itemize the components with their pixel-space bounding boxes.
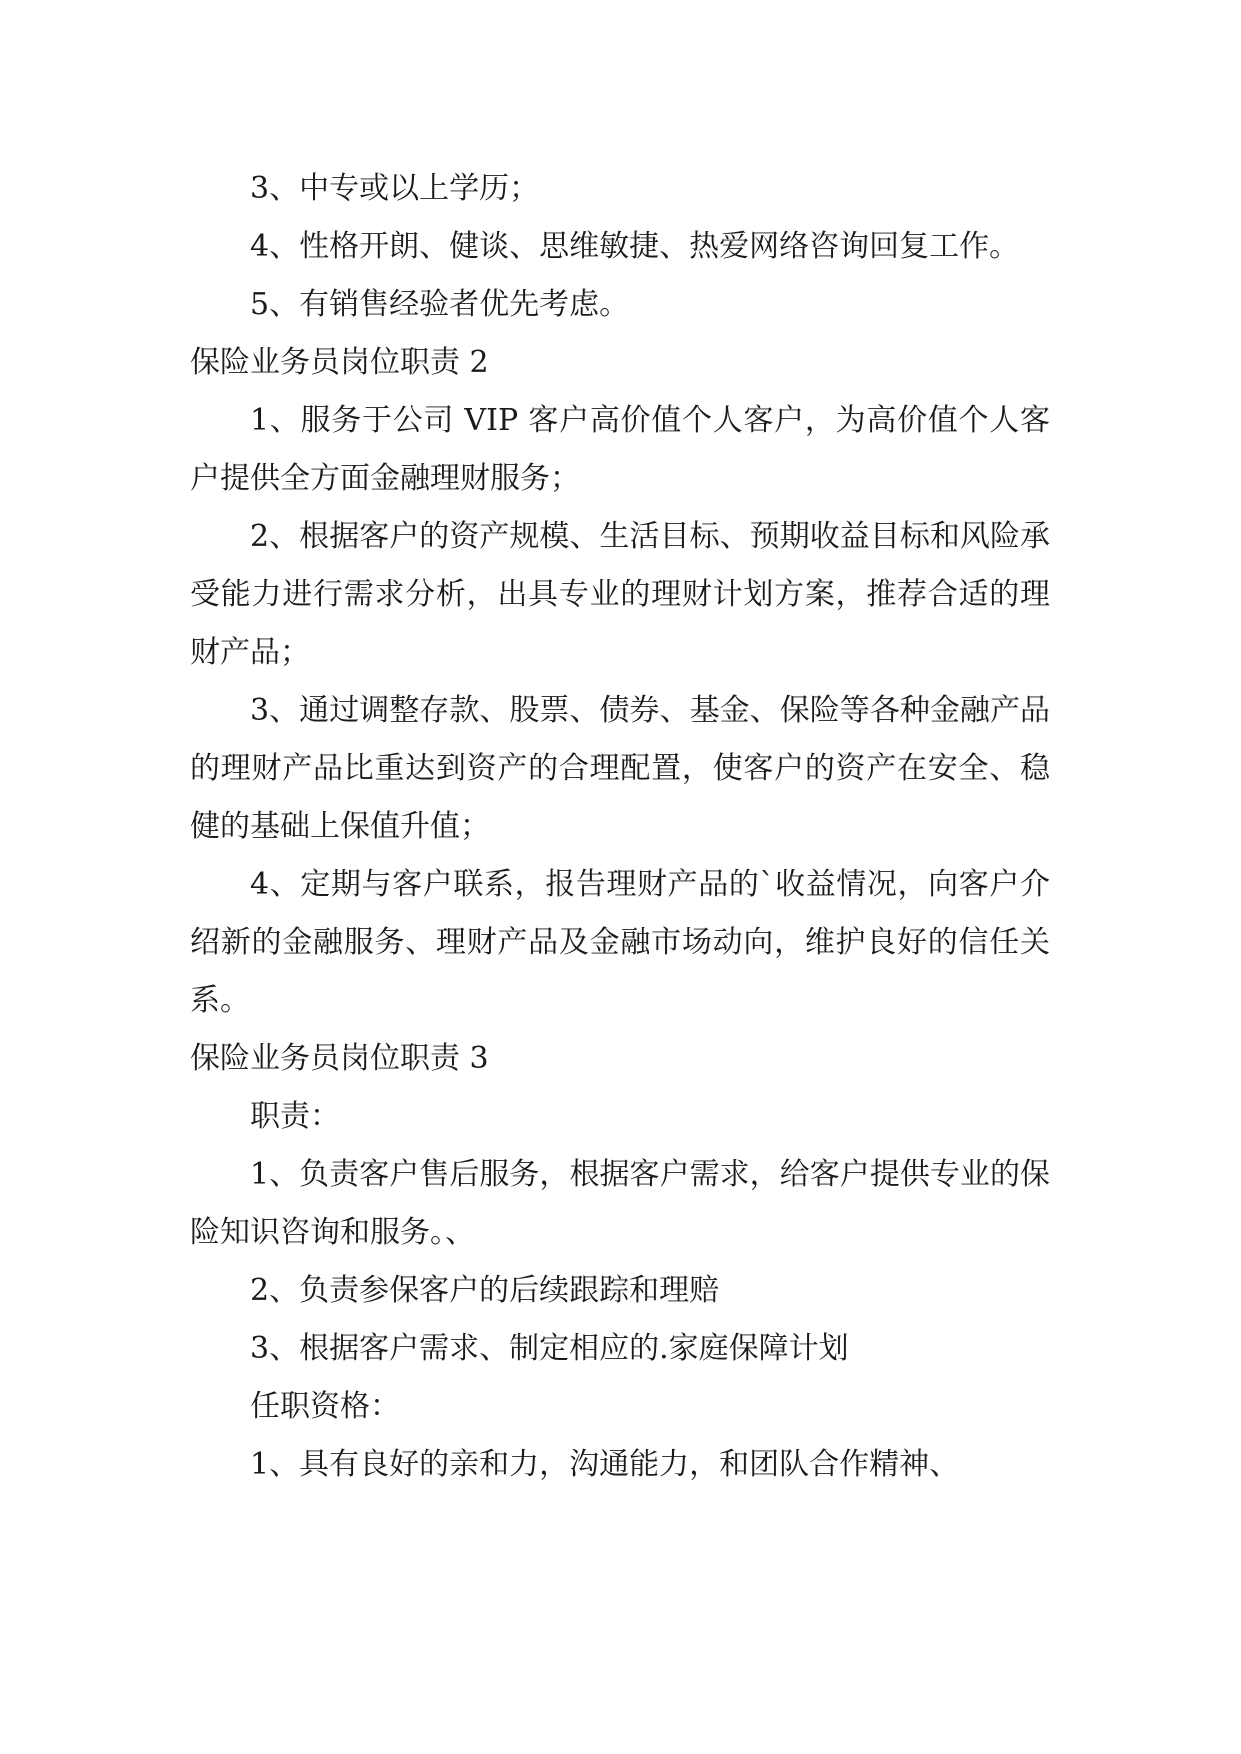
duty-item-1: 1、负责客户售后服务，根据客户需求，给客户提供专业的保险知识咨询和服务。、 (190, 1157, 1050, 1250)
intro-item-4: 4、性格开朗、健谈、思维敏捷、热爱网络咨询回复工作。 (250, 229, 1020, 264)
duty-item-2: 2、负责参保客户的后续跟踪和理赔 (250, 1273, 720, 1308)
duty-item-3: 3、根据客户需求、制定相应的.家庭保障计划 (250, 1331, 849, 1366)
section-2-item-1: 1、服务于公司 VIP 客户高价值个人客户，为高价值个人客户提供全方面金融理财服务； (190, 403, 1050, 496)
document-body (190, 160, 1050, 1494)
section-2-item-3: 3、通过调整存款、股票、债券、基金、保险等各种金融产品的理财产品比重达到资产的合理配置，使客户的资产在安全、稳健的基础上保值升值； (190, 693, 1050, 844)
section-2-item-2: 2、根据客户的资产规模、生活目标、预期收益目标和风险承受能力进行需求分析，出具专业的理财计划方案，推荐合适的理财产品； (190, 519, 1050, 670)
qualification-item-1: 1、具有良好的亲和力，沟通能力，和团队合作精神、 (250, 1447, 960, 1482)
intro-item-5: 5、有销售经验者优先考虑。 (250, 287, 630, 322)
section-2-item-4: 4、定期与客户联系，报告理财产品的`收益情况，向客户介绍新的金融服务、理财产品及金融市场动向，维护良好的信任关系。 (190, 867, 1050, 1018)
intro-item-3: 3、中专或以上学历； (250, 171, 540, 206)
section-3-heading: 保险业务员岗位职责 3 (190, 1041, 489, 1076)
section-2-heading: 保险业务员岗位职责 2 (190, 345, 489, 380)
qualifications-label: 任职资格： (250, 1389, 400, 1424)
duties-label: 职责： (250, 1099, 340, 1134)
